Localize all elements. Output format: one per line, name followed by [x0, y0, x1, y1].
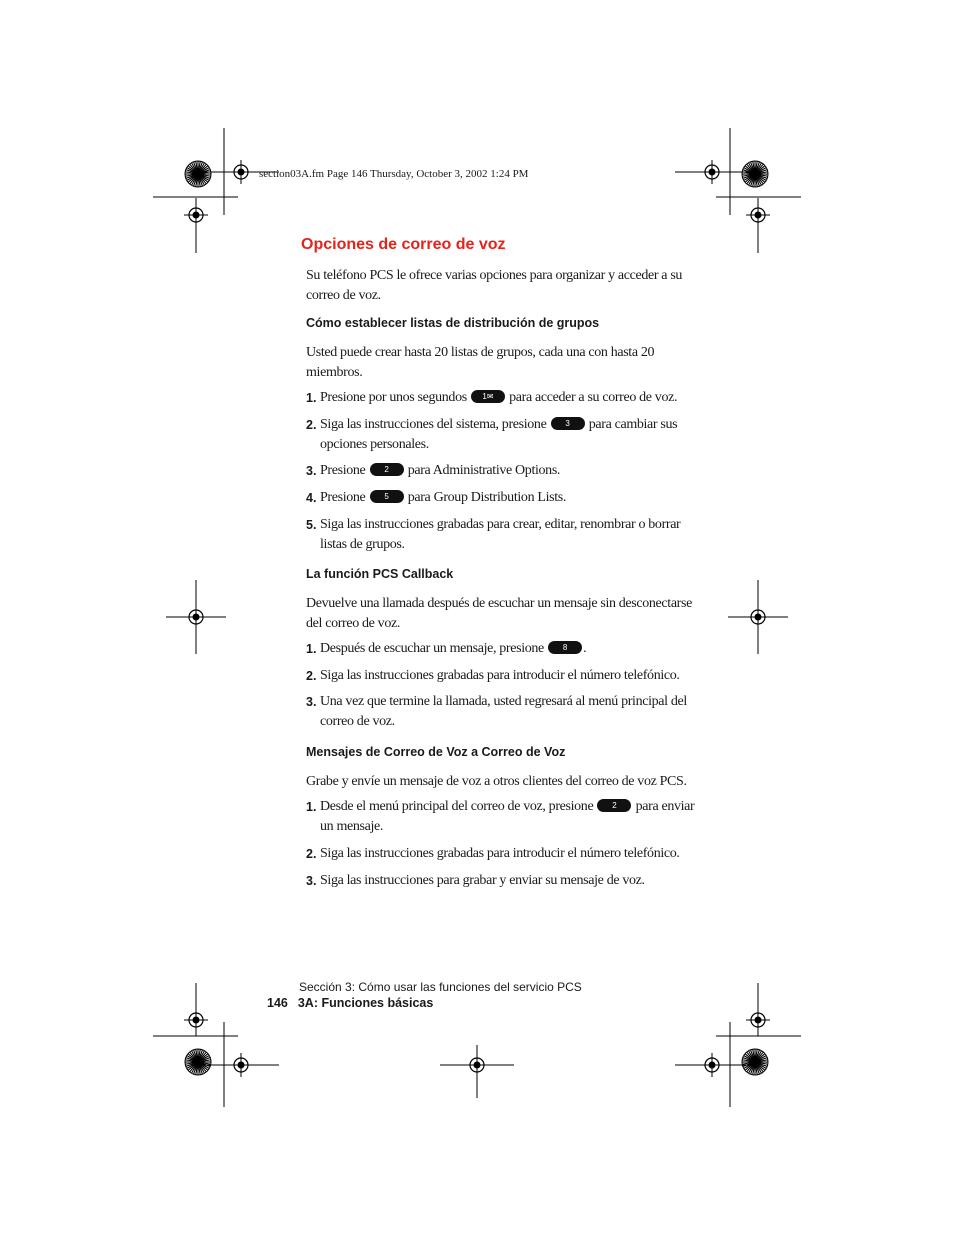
step-3-distribution — [306, 461, 698, 481]
file-info-header: section03A.fm Page 146 Thursday, October 3, 2002 1:24 PM — [259, 168, 529, 180]
key-2-icon: 2 — [370, 463, 404, 476]
chapter-title: 3A: Funciones básicas — [297, 996, 434, 1010]
footer-section-title: Sección 3: Cómo usar las funciones del servicio PCS — [299, 980, 582, 994]
step-text: Siga las instrucciones grabadas para introducir el número telefónico. — [320, 668, 680, 683]
step-text: para cambiar sus opciones personales. — [320, 417, 678, 452]
step-number: 2. — [306, 847, 317, 861]
section-text-voice-to-voice: Grabe y envíe un mensaje de voz a otros clientes del correo de voz PCS. — [306, 774, 687, 789]
step-1-callback — [306, 639, 698, 659]
key-5-icon: 5 — [370, 490, 404, 503]
footer-page-line — [267, 996, 433, 1010]
step-number: 2. — [306, 669, 317, 683]
step-text: Desde el menú principal del correo de voz, presione — [320, 799, 594, 814]
step-text: para Group Distribution Lists. — [407, 490, 566, 505]
key-1-voicemail-icon: 1✉ — [471, 390, 505, 403]
key-8-icon: 8 — [548, 641, 582, 654]
step-5-distribution — [306, 515, 698, 555]
step-1-voice-to-voice — [306, 797, 698, 837]
page-number: 146 — [267, 996, 288, 1010]
step-3-callback — [306, 692, 698, 732]
step-text: Siga las instrucciones grabadas para crear, editar, renombrar o borrar listas de grupos. — [320, 517, 681, 552]
key-3-icon: 3 — [551, 417, 585, 430]
intro-paragraph: Su teléfono PCS le ofrece varias opciones para organizar y acceder a su correo de voz. — [306, 268, 683, 303]
step-text: para Administrative Options. — [407, 463, 561, 478]
step-text: Después de escuchar un mensaje, presione — [320, 641, 544, 656]
step-text: Una vez que termine la llamada, usted regresará al menú principal del correo de voz. — [320, 694, 687, 729]
step-number: 1. — [306, 642, 317, 656]
step-text: Presione por unos segundos — [320, 390, 467, 405]
step-2-voice-to-voice — [306, 844, 698, 864]
step-2-callback — [306, 666, 698, 686]
step-number: 4. — [306, 491, 317, 505]
color-starburst-icon — [185, 1049, 211, 1075]
step-number: 5. — [306, 518, 317, 532]
step-number: 1. — [306, 800, 317, 814]
step-1-distribution — [306, 388, 698, 408]
section-text-pcs-callback: Devuelve una llamada después de escuchar un mensaje sin desconectarse del correo de voz. — [306, 596, 692, 631]
color-starburst-icon — [185, 161, 211, 187]
step-number: 1. — [306, 391, 317, 405]
section-heading-distribution-lists: Cómo establecer listas de distribución de grupos — [306, 316, 600, 330]
step-number: 3. — [306, 695, 317, 709]
step-2-distribution — [306, 415, 698, 455]
step-text: Siga las instrucciones para grabar y enviar su mensaje de voz. — [320, 873, 645, 888]
step-4-distribution — [306, 488, 698, 508]
color-starburst-icon — [742, 1049, 768, 1075]
step-text: para enviar un mensaje. — [320, 799, 695, 834]
step-text: . — [583, 641, 587, 656]
section-text-distribution-lists: Usted puede crear hasta 20 listas de grupos, cada una con hasta 20 miembros. — [306, 345, 655, 380]
color-starburst-icon — [742, 161, 768, 187]
section-heading-pcs-callback: La función PCS Callback — [306, 567, 454, 581]
step-3-voice-to-voice — [306, 871, 698, 891]
step-number: 3. — [306, 464, 317, 478]
step-text: Presione — [320, 463, 366, 478]
step-number: 2. — [306, 418, 317, 432]
step-text: Siga las instrucciones grabadas para introducir el número telefónico. — [320, 846, 680, 861]
section-heading-voice-to-voice: Mensajes de Correo de Voz a Correo de Voz — [306, 745, 566, 759]
step-text: Presione — [320, 490, 366, 505]
step-text: Siga las instrucciones del sistema, presione — [320, 417, 547, 432]
step-text: para acceder a su correo de voz. — [509, 390, 678, 405]
page-title: Opciones de correo de voz — [301, 236, 506, 253]
step-number: 3. — [306, 874, 317, 888]
key-2-icon: 2 — [597, 799, 631, 812]
